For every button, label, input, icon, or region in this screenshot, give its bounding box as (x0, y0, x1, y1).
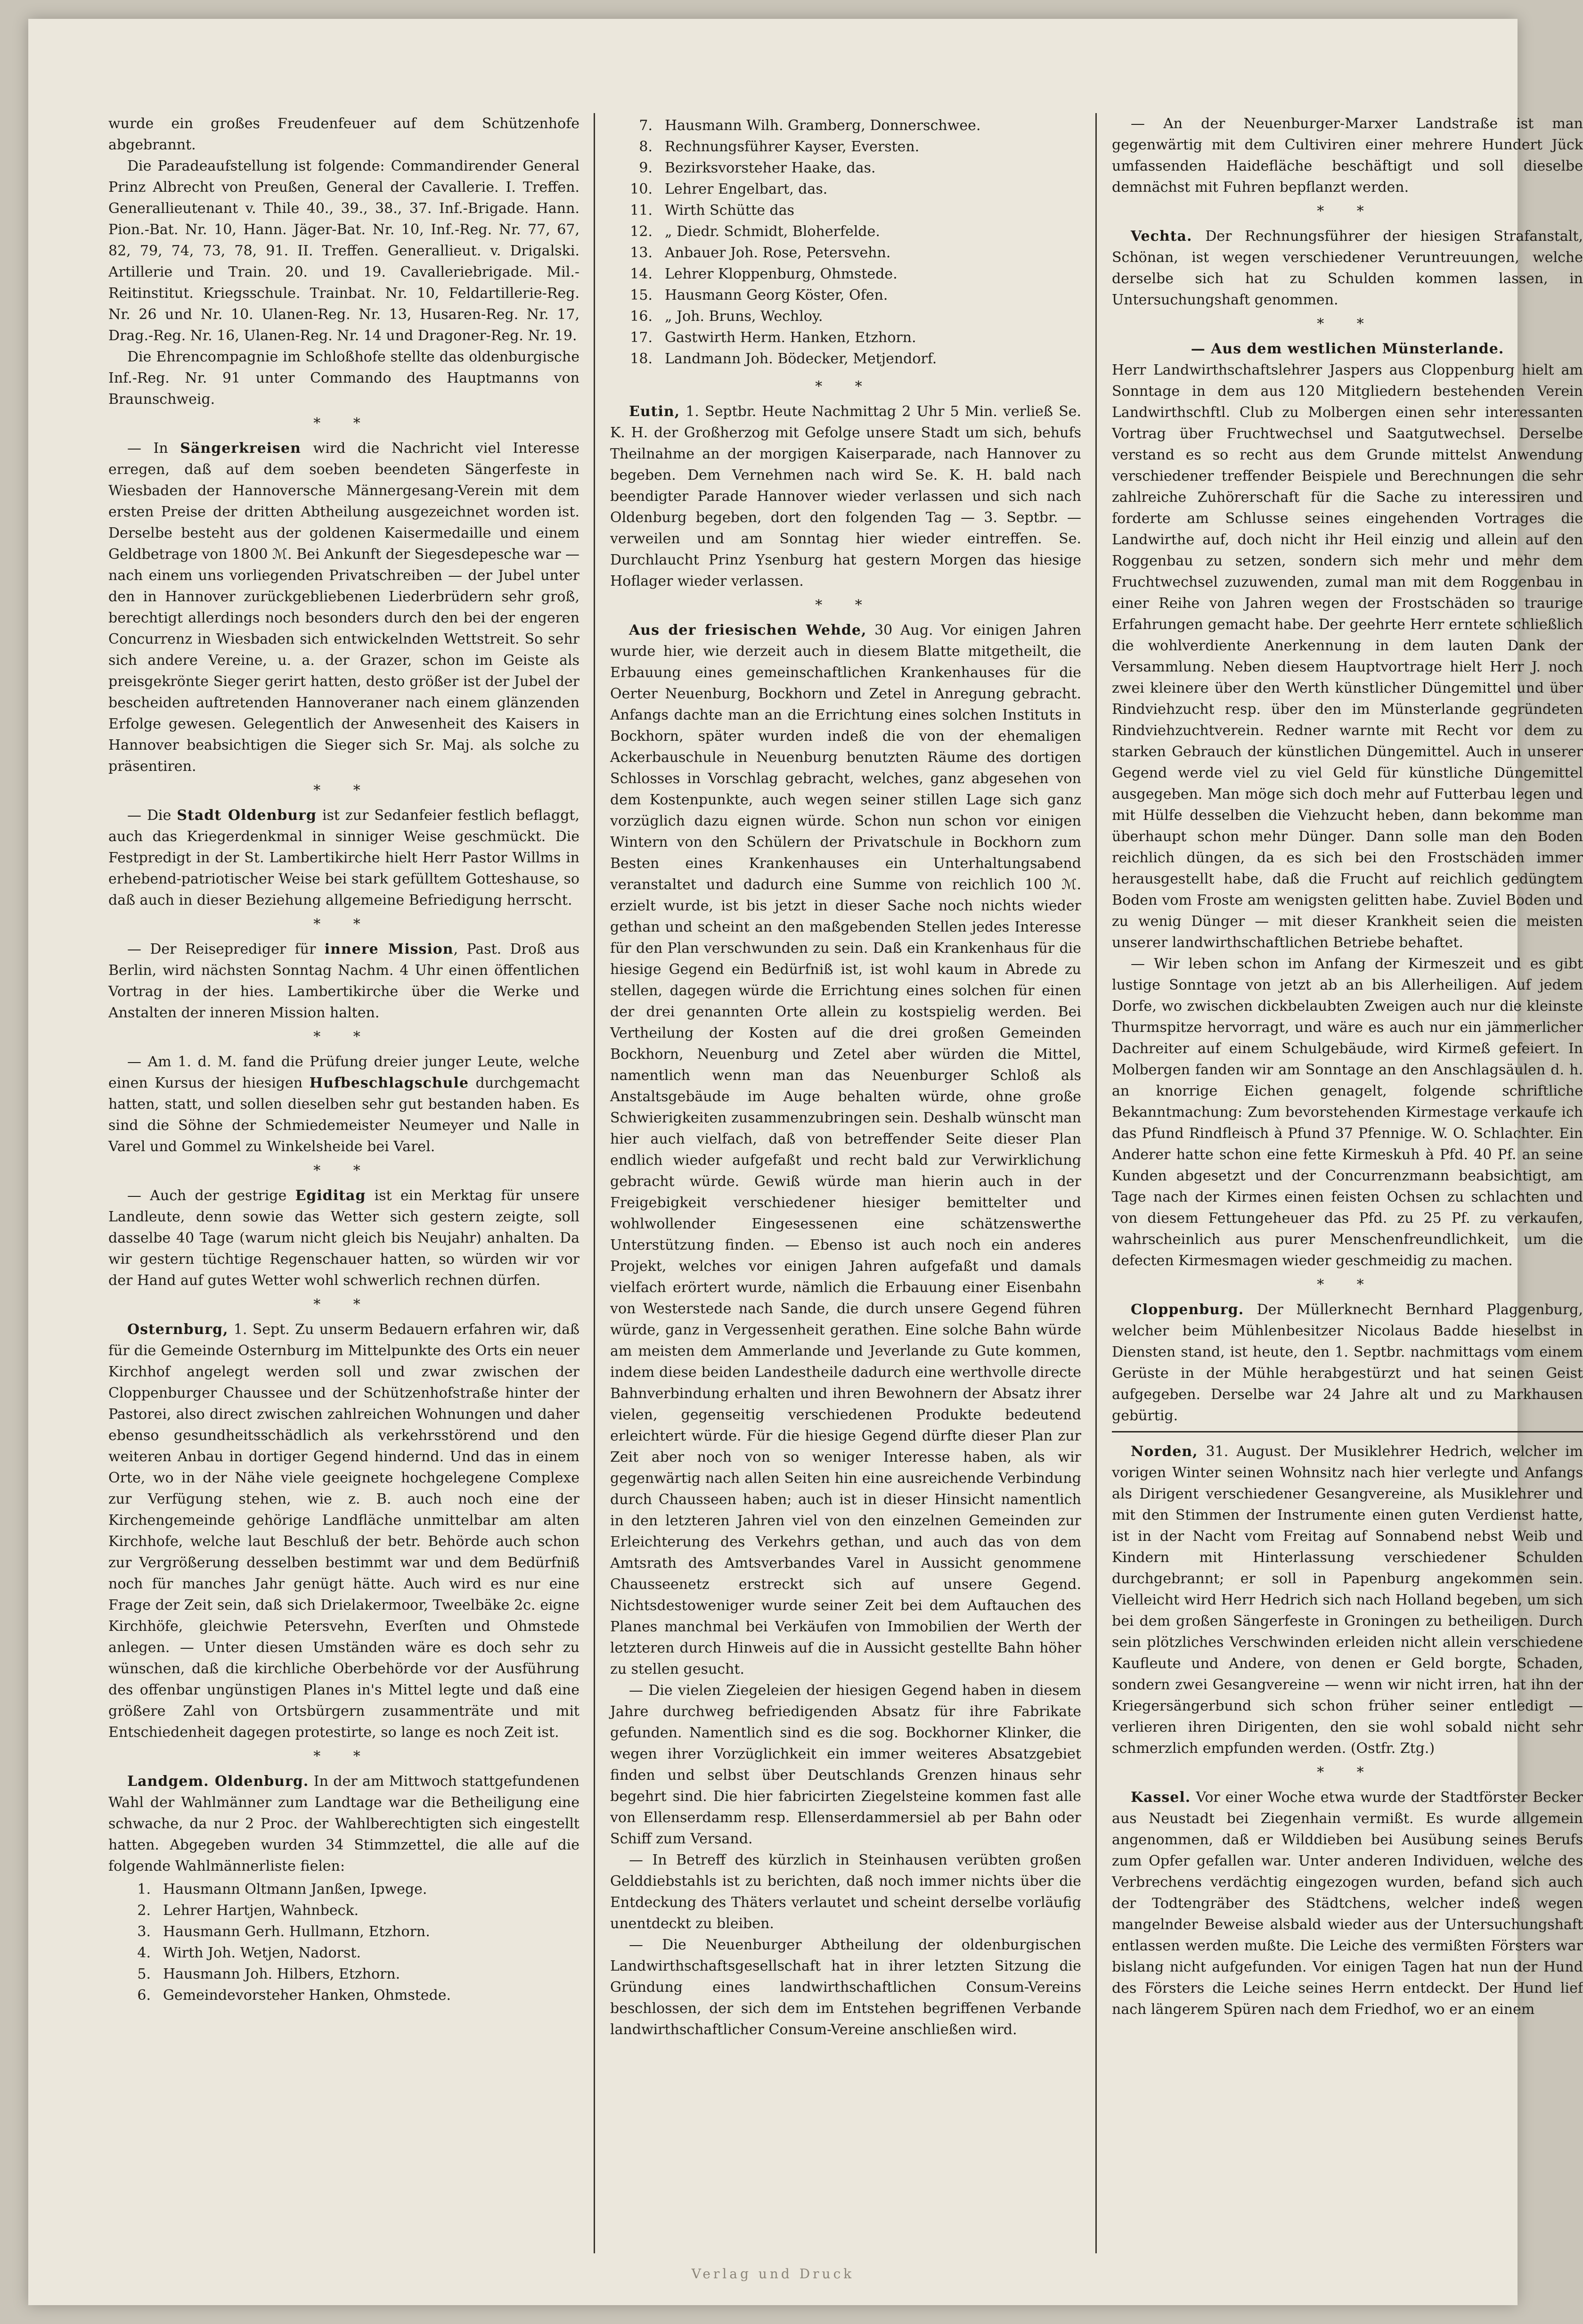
separator: * * (1317, 1277, 1378, 1293)
article-text: Der Rechnungsführer der hiesigen Strafanstalt, Schönan, ist wegen verschiedener Veruntreuungen, welche derselbe sich hat zu Schulden kommen lassen, in Untersuchungshaft genommen. (1112, 228, 1583, 308)
article-text: Der Müllerknecht Bernhard Plaggenburg, welcher beim Mühlenbesitzer Nicolaus Badde hieselbst in Diensten stand, ist heute, den 1. Septbr. nachmittags vom einem Gerüste in der Mühle herabgestürzt und hat seinen Geist aufgegeben. Derselbe war 24 Jahre alt und zu Markhausen gebürtig. (1112, 1301, 1583, 1424)
list-item: 12. „ Diedr. Schmidt, Bloherfelde. (630, 223, 880, 240)
paragraph: — In Betreff des kürzlich in Steinhausen verübten großen Gelddiebstahls ist zu berichten, daß noch immer nichts über die Entdeckung des Thäters verlautet und scheint derselbe vorläufig unentdeckt zu bleiben. (610, 1852, 1081, 1932)
article-eutin (610, 401, 1081, 592)
article-egiditag (108, 1185, 579, 1291)
separator: * * (313, 415, 375, 432)
wahlmaenner-list (108, 1879, 579, 2006)
article-text: , Past. Droß aus Berlin, wird nächsten Sonntag Nachm. 4 Uhr einen öffentlichen Vortrag in der hies. Lambertikirche über die Werke und Anstalten der inneren Mission halten. (108, 941, 579, 1021)
dateline: Norden, (1131, 1443, 1198, 1460)
list-item: 9. Bezirksvorsteher Haake, das. (639, 160, 876, 176)
article-text: Zu unserm Bedauern erfahren wir, daß für die Gemeinde Osternburg im Mittelpunkte des Orts ein neuer Kirchhof angelegt werden soll und zwar zwischen der Cloppenburger Chaussee und der Schützenhofstraße hinter der Pastorei, also direct zwischen zahlreichen Wohnungen und daher ebenso gesundheitsschädlich als verkehrsstörend und den weiteren Anbau in dortiger Gegend hindernd. Und das in einem Orte, wo in der Nähe viele geeignete hochgelegene Complexe zur Verfügung stehen, wie z. B. auch noch eine der Kirchengemeinde gehörige Landfläche unmittelbar am alten Kirchhofe, welche laut Beschluß der betr. Behörde auch schon zur Vergrößerung desselben bestimmt war und dem Bedürfniß noch für manches Jahr genügt hätte. Auch wird es nur eine Frage der Zeit sein, daß sich Drielakermoor, Tweelbäke 2c. eigne Kirchhöfe, gleichwie Petersvehn, Everſten und Ohmstede anlegen. — Unter diesen Umständen wäre es doch sehr zu wünschen, daß die kirchliche Oberbehörde vor der Ausführung des offenbar ungünstigen Planes in's Mittel legte und daß eine größere Zahl von Ortsbürgern zusammenträte und mit Entschiedenheit dagegen protestirte, so lange es noch Zeit ist. (108, 1321, 579, 1741)
article-saengerkreisen (108, 438, 579, 777)
dateline: Eutin, (629, 403, 680, 420)
article-text: Vor einigen Jahren wurde hier, wie derzeit auch in diesem Blatte mitgetheilt, die Erbauung eines gemeinschaftlichen Krankenhauses für die Oerter Neuenburg, Bockhorn und Zetel in Anregung gebracht. Anfangs dachte man an die Errichtung eines solchen Instituts in Bockhorn, später wurden indeß die von der ehemaligen Ackerbauschule in Neuenburg benutzten Räume des dortigen Schlosses in Vorschlag gebracht, welches, ganz abgesehen von dem Kostenpunkte, auch wegen seiner stillen Lage sich ganz vorzüglich dazu eignen würde. Schon nun schon vor einigen Wintern von den Schülern der Privatschule in Bockhorn zum Besten eines Krankenhauses ein Unterhaltungsabend veranstaltet und dadurch eine Summe von reichlich 100 ℳ. erzielt wurde, ist bis jetzt in dieser Sache noch nichts wieder gethan und scheint an den maßgebenden Stellen jedes Interesse für den Plan verschwunden zu sein. Daß ein Krankenhaus für die hiesige Gegend ein Bedürfniß ist, ist wohl kaum in Abrede zu stellen, dagegen würde die Errichtung eines solchen für einen der drei genannten Orte allein zu kostspielig werden. Bei Vertheilung der Kosten auf die drei großen Gemeinden Bockhorn, Neuenburg und Zetel aber würden die Mittel, namentlich wenn man das Neuenburger Schloß als Anstaltsgebäude im Auge behalten würde, ohne große Schwierigkeiten zusammenzubringen sein. Deshalb wünscht man hier auch vielfach, daß von betreffender Seite dieser Plan endlich wieder aufgefaßt und recht bald zur Verwirklichung gebracht würde. Gewiß würde man hierin auch in der Freigebigkeit verschiedener hiesiger bemittelter und wohlwollender Eingesessenen eine schätzenswerthe Unterstützung finden. — Ebenso ist auch noch ein anderes Projekt, welches vor einigen Jahren aufgefaßt und damals vielfach erörtert wurde, nämlich die Erbauung einer Eisenbahn von Westerstede nach Sande, die durch unsere Gegend führen würde, ganz in Vergessenheit gerathen. Eine solche Bahn würde am meisten dem Ammerlande und Jeverlande zu Gute kommen, indem diese beiden Landestheile dadurch eine werthvolle directe Bahnverbindung erhalten und ihren Bewohnern der Absatz ihrer vielen, gegenseitig verschiedenen Produkte bedeutend erleichtert würde. Für die hiesige Gegend dürfte dieser Plan zur Zeit aber noch von so weniger Interesse haben, als wir gegenwärtig nach allen Seiten hin eine ausreichende Verbindung durch Chausseen haben; auch ist in dieser Hinsicht namentlich in den letzteren Jahren viel von den einzelnen Gemeinden zur Erleichterung des Verkehrs gethan, und auch das von dem Amtsrath des Amtsverbandes Varel in Aussicht genommene Chausseenetz erstreckt sich auf unsere Gegend. Nichtsdestoweniger wurde seiner Zeit bei dem Auftauchen des Planes manchmal bei Verkäufen von Immobilien der Werth der letzteren durch Hinweis auf die in Aussicht gestellte Bahn höher zu stellen gesucht. (610, 622, 1081, 1678)
article-cloppenburg (1112, 1299, 1583, 1426)
column-rule (1095, 113, 1097, 2253)
article-kassel (1112, 1787, 1583, 2020)
list-item: 1. Hausmann Oltmann Janßen, Ipwege. (137, 1881, 427, 1898)
paragraph: — Die vielen Ziegeleien der hiesigen Gegend haben in diesem Jahre durchweg befriedigenden Absatz für ihre Fabrikate gefunden. Namentlich sind es die sog. Bockhorner Klinker, die wegen ihrer Vorzüglichkeit ein immer weiteres Absatzgebiet finden und selbst über Deutschlands Grenzen hinaus sehr begehrt sind. Die hier fabricirten Ziegelsteine kommen fast alle von Ellenserdamm resp. Ellenserdammersiel ab per Bahn oder Schiff zum Versand. (610, 1682, 1081, 1847)
paragraph: Die Ehrencompagnie im Schloßhofe stellte das oldenburgische Inf.-Reg. Nr. 91 unter Commando des Hauptmanns von Braunschweig. (108, 349, 579, 408)
separator: * * (313, 1296, 375, 1313)
column-2 (610, 113, 1081, 2253)
list-item: 16. „ Joh. Bruns, Wechloy. (630, 308, 823, 325)
lead-in: — In (127, 440, 168, 457)
article-innere-mission (108, 939, 579, 1023)
separator: * * (313, 782, 375, 799)
separator: * * (815, 378, 876, 395)
article-landgemeinde (108, 1771, 579, 2006)
lead-in: — Auch der gestrige (127, 1187, 287, 1204)
list-item: 5. Hausmann Joh. Hilbers, Etzhorn. (137, 1966, 400, 1982)
dateline: Cloppenburg. (1131, 1301, 1244, 1318)
article-text: ist zur Sedanfeier festlich beflaggt, auch das Kriegerdenkmal in sinniger Weise geschmückt. Die Festpredigt in der St. Lambertikirche hielt Herr Pastor Willms in erhebend-patriotischer Weise bei stark gefülltem Gotteshause, so daß auch in dieser Beziehung allgemeine Befriedigung herrscht. (108, 807, 580, 908)
paragraph: — An der Neuenburger-Marxer Landstraße ist man gegenwärtig mit dem Cultiviren einer mehrere Hundert Jück umfassenden Haidefläche beschäftigt und soll dieselbe demnächst mit Fuhren bepflanzt werden. (1112, 115, 1583, 196)
source-credit: (Ostfr. Ztg.) (1350, 1740, 1435, 1757)
article-osternburg (108, 1319, 579, 1743)
list-item: 17. Gastwirth Herm. Hanken, Etzhorn. (630, 329, 916, 346)
section-divider (1112, 1431, 1583, 1432)
separator: * * (815, 597, 876, 614)
list-item: 14. Lehrer Kloppenburg, Ohmstede. (630, 266, 898, 282)
article-text: ist ein Merktag für unsere Landleute, denn sowie das Wetter sich gestern zeigte, soll dasselbe 40 Tage (warum nicht gleich bis Neujahr) anhalten. Da wir gestern tüchtige Regenschauer hatten, so würden wir vor der Hand auf gutes Wetter wohl schwerlich rechnen dürfen. (108, 1187, 580, 1289)
lead-in: — Am 1. d. M. fand die Prüfung dreier junger Leute, welche einen Kursus der hiesigen (108, 1054, 579, 1091)
dateline: Vechta. (1131, 228, 1192, 245)
separator: * * (313, 916, 375, 933)
dateline: Hufbeschlagschule (309, 1075, 469, 1091)
article-muensterland (1112, 338, 1583, 1271)
separator: * * (313, 1162, 375, 1179)
dateline: — Aus dem westlichen Münsterlande. (1191, 341, 1504, 357)
article-parade (108, 113, 579, 410)
dateline: Egiditag (295, 1187, 366, 1204)
article-text: durchgemacht hatten, statt, und sollen dieselben sehr gut bestanden haben. Es sind die Söhne der Schmiedemeister Neumeyer und Nalle in Varel und Gommel zu Winkelsheide bei Varel. (108, 1075, 580, 1155)
article-stadt-oldenburg (108, 805, 579, 911)
article-vechta (1112, 226, 1583, 311)
article-friesische-wehde (610, 620, 1081, 2040)
article-text: Der Musiklehrer Hedrich, welcher im vorigen Winter seinen Wohnsitz nach hier verlegte und Anfangs als Dirigent verschiedener Gesangvereine, als Musiklehrer und mit den Stimmen der Instrumente einen guten Verdienst hatte, ist in der Nacht vom Freitag auf Sonnabend nebst Weib und Kindern mit Hinterlassung verschiedener Schulden durchgebrannt; er soll in Papenburg angekommen sein. Vielleicht wird Herr Hedrich sich nach Holland begeben, um sich bei dem großen Sängerfeste in Groningen zu betheiligen. Durch sein plötzliches Verschwinden erleiden nicht allein verschiedene Kaufleute und Andere, von denen er Geld borgte, Schaden, sondern zwei Gesangvereine — wenn wir nicht irren, hat ihn der Kriegersängerbund sich schon früher seiner entledigt — verlieren ihren Dirigenten, den sie wohl sobald nicht sehr schmerzlich empfunden werden. (1112, 1443, 1583, 1757)
article-text: In der am Mittwoch stattgefundenen Wahl der Wahlmänner zum Landtage war die Betheiligung eine schwache, da nur 2 Proc. der Wahlberechtigten sich eingestellt hatten. Abgegeben wurden 34 Stimmzettel, die alle auf die folgende Wahlmännerliste fielen: (108, 1773, 579, 1874)
separator: * * (1317, 203, 1378, 220)
date: 1. Septbr. (685, 403, 757, 420)
column-1 (108, 113, 579, 2253)
list-item: 11. Wirth Schütte das (630, 202, 795, 219)
list-item: 6. Gemeindevorsteher Hanken, Ohmstede. (137, 1987, 451, 2004)
date: 1. Sept. (233, 1321, 290, 1338)
dateline: Kassel. (1131, 1789, 1191, 1806)
separator: * * (313, 1029, 375, 1045)
article-text: Vor einer Woche etwa wurde der Stadtförster Becker aus Neustadt bei Ziegenhain vermißt. Es wurde allgemein angenommen, daß er Wilddieben bei Ausübung seines Berufs zum Opfer gefallen war. Unter anderen Individuen, welche des Verbrechens verdächtig eingezogen wurden, befand sich auch der Todtengräber des Städtchens, welcher indeß wegen mangelnder Beweise alsbald wieder aus der Untersuchungshaft entlassen werden mußte. Die Leiche des vermißten Försters war bislang nicht aufgefunden. Vor einigen Tagen hat nun der Hund des Försters die Leiche seines Herrn entdeckt. Der Hund lief nach längerem Spüren nach dem Friedhof, wo er an einem (1112, 1789, 1583, 2018)
separator: * * (313, 1748, 375, 1765)
wahlmaenner-list-continued (610, 115, 1081, 369)
list-item: 13. Anbauer Joh. Rose, Petersvehn. (630, 245, 891, 261)
bleed-through-footer: Verlag und Druck (691, 2266, 855, 2282)
date: 30 Aug. (874, 622, 933, 638)
dateline: Landgem. Oldenburg. (127, 1773, 309, 1790)
article-norden (1112, 1441, 1583, 1759)
dateline: innere Mission (324, 941, 454, 957)
paragraph: — Wir leben schon im Anfang der Kirmeszeit und es gibt lustige Sonntage von jetzt ab an bis Allerheiligen. Auf jedem Dorfe, wo zwischen dickbelaubten Zweigen auch nur die kleinste Thurmspitze hervorragt, und wäre es auch nur ein jämmerlicher Dachreiter auf einem Schulgebäude, wird Kirmeß gefeiert. In Molbergen fanden wir am Sonntage an den Anschlagsäulen d. h. an knorrige Eichen genagelt, folgende schriftliche Bekanntmachung: Zum bevorstehenden Kirmestage verkaufe ich das Pfund Rindfleisch à Pfund 37 Pfennige. W. O. Schlachter. Ein Anderer hatte schon eine fette Kirmeskuh à Pfd. 40 Pf. an seine Kunden abgesetzt und der Concurrenzmann beabsichtigt, am Tage nach der Kirmes einen feisten Ochsen zu schlachten und von diesem Fettungeheuer das Pfd. zu 25 Pf. zu verkaufen, wahrscheinlich aus purer Menschenfreundlichkeit, um die defecten Kirmesmagen wieder geschmeidig zu machen. (1112, 956, 1583, 1269)
list-item: 7. Hausmann Wilh. Gramberg, Donnerschwee. (639, 117, 981, 134)
lead-in: — Die (127, 807, 171, 824)
separator: * * (1317, 316, 1378, 332)
list-item: 15. Hausmann Georg Köster, Ofen. (630, 287, 888, 303)
list-item: 3. Hausmann Gerh. Hullmann, Etzhorn. (137, 1923, 430, 1940)
list-item: 2. Lehrer Hartjen, Wahnbeck. (137, 1902, 359, 1919)
list-item: 8. Rechnungsführer Kayser, Eversten. (639, 139, 920, 155)
paragraph: — Die Neuenburger Abtheilung der oldenburgischen Landwirthschaftsgesellschaft hat in ihrer letzten Sitzung die Gründung eines landwirthschaftlichen Consum-Vereins beschlossen, der sich dem im Entstehen begriffenen Verbande landwirthschaftlicher Consum-Vereine anschließen wird. (610, 1937, 1081, 2038)
column-3 (1112, 113, 1583, 2253)
newspaper-page (28, 19, 1583, 2305)
dateline: Stadt Oldenburg (177, 807, 317, 824)
paragraph: Die Paradeaufstellung ist folgende: Commandirender General Prinz Albrecht von Preußen, General der Cavallerie. I. Treffen. Generallieutenant v. Thile 40., 39., 38., 37. Inf.-Brigade. Hann. Pion.-Bat. Nr. 10, Hann. Jäger-Bat. Nr. 10, Inf.-Reg. Nr. 77, 67, 82, 79, 74, 73, 78, 91. II. Treffen. Generallieut. v. Drigalski. Artillerie und Train. 20. und 19. Cavalleriebrigade. Mil.-Reitinstitut. Kriegsschule. Trainbat. Nr. 10, Feldartillerie-Reg. Nr. 26 und Nr. 10. Ulanen-Reg. Nr. 13, Husaren-Reg. Nr. 17, Drag.-Reg. Nr. 16, Ulanen-Reg. Nr. 14 und Dragoner-Reg. Nr. 19. (108, 158, 579, 344)
list-item: 10. Lehrer Engelbart, das. (630, 181, 828, 197)
article-text: wird die Nachricht viel Interesse erregen, daß auf dem soeben beendeten Sängerfeste in Wiesbaden der Hannoversche Männergesang-Verein mit dem ersten Preise der dritten Abtheilung ausgezeichnet worden ist. Derselbe besteht aus der goldenen Kaisermedaille und einem Geldbetrage von 1800 ℳ. Bei Ankunft der Siegesdepesche war — nach einem uns vorliegenden Privatschreiben — der Jubel unter den in Hannover zurückgebliebenen Liederbrüdern sehr groß, berechtigt allerdings noch besonders durch den bei der engeren Concurrenz in Wiesbaden sich entwickelnden Wettstreit. So sehr sich andere Vereine, u. a. der Grazer, schon im Geiste als preisgekrönte Sieger gerirt hatten, desto größer ist der Jubel der bescheiden auftretenden Hannoveraner nach einem glänzenden Erfolge gewesen. Gelegentlich der Anwesenheit des Kaisers in Hannover beabsichtigen die Sieger sich Sr. Maj. als solche zu präsentiren. (108, 440, 579, 775)
paragraph: wurde ein großes Freudenfeuer auf dem Schützenhofe abgebrannt. (108, 115, 579, 153)
list-item: 18. Landmann Joh. Bödecker, Metjendorf. (630, 351, 937, 367)
article-text: Heute Nachmittag 2 Uhr 5 Min. verließ Se. K. H. der Großherzog mit Gefolge unsere Stadt um sich, behufs Theilnahme an der morgigen Kaiserparade, nach Hannover zu begeben. Dem Vernehmen nach wird Se. K. H. bald nach beendigter Parade Hannover wieder verlassen und sich nach Oldenburg begeben, dort den folgenden Tag — 3. Septbr. — verweilen und am Sonntag hier wieder eintreffen. Se. Durchlaucht Prinz Ysenburg hat gestern Morgen das hiesige Hoflager wieder verlassen. (610, 403, 1082, 589)
article-hufbeschlagschule (108, 1051, 579, 1157)
lead-in: — Der Reiseprediger für (127, 941, 316, 957)
article-marxer-landstrasse (1112, 113, 1583, 198)
separator: * * (1317, 1764, 1378, 1781)
date: 31. August. (1206, 1443, 1291, 1460)
dateline: Aus der friesischen Wehde, (629, 622, 867, 638)
dateline: Sängerkreisen (180, 440, 301, 457)
column-rule (594, 113, 595, 2253)
dateline: Osternburg, (127, 1321, 228, 1338)
list-item: 4. Wirth Joh. Wetjen, Nadorst. (137, 1945, 361, 1961)
paragraph: Herr Landwirthschaftslehrer Jaspers aus Cloppenburg hielt am Sonntage in dem aus 120 Mitgliedern bestehenden Verein Landwirthschftl. Club zu Molbergen einen sehr interessanten Vortrag über Fruchtwechsel und Saatgutwechsel. Derselbe verstand es so recht aus dem Grunde mittelst Anwendung verschiedener treffender Beispiele und Berechnungen die sehr zahlreiche Zuhörerschaft für die Sache zu interessiren und forderte am Schlusse seines eingehenden Vortrages die Landwirthe auf, doch nicht ihr Heil einzig und allein auf den Roggenbau zu setzen, sondern sich mehr und mehr dem Fruchtwechsel zuzuwenden, zumal man mit dem Roggenbau in einer Reihe von Jahren wegen der Frostschäden so traurige Erfahrungen gemacht habe. Der geehrte Herr erntete schließlich die wohlverdiente Anerkennung in dem lauten Dank der Versammlung. Neben diesem Hauptvortrage hielt Herr J. noch zwei kleinere über den Werth künstlicher Düngemittel und über Rindviehzucht resp. über den im Münsterlande gegründeten Rindviehzuchtverein. Redner warnte mit Recht vor dem zu starken Gebrauch der künstlichen Düngemittel. Auch in unserer Gegend werde viel zu viel Geld für künstliche Düngemittel ausgegeben. Man möge sich doch mehr auf Futterbau legen und mit Hülfe desselben die Viehzucht heben, dann bekomme man überhaupt schon mehr Dünger. Dann solle man den Boden reichlich düngen, da es sich bei den Frostschäden immer herausgestellt habe, daß die Frucht auf reichlich gedüngtem Boden vom Froste am wenigsten gelitten habe. Zuviel Boden und zu wenig Dünger — mit dieser Krankheit seien die meisten unserer landwirthschaftlichen Betriebe behaftet. (1112, 362, 1583, 951)
